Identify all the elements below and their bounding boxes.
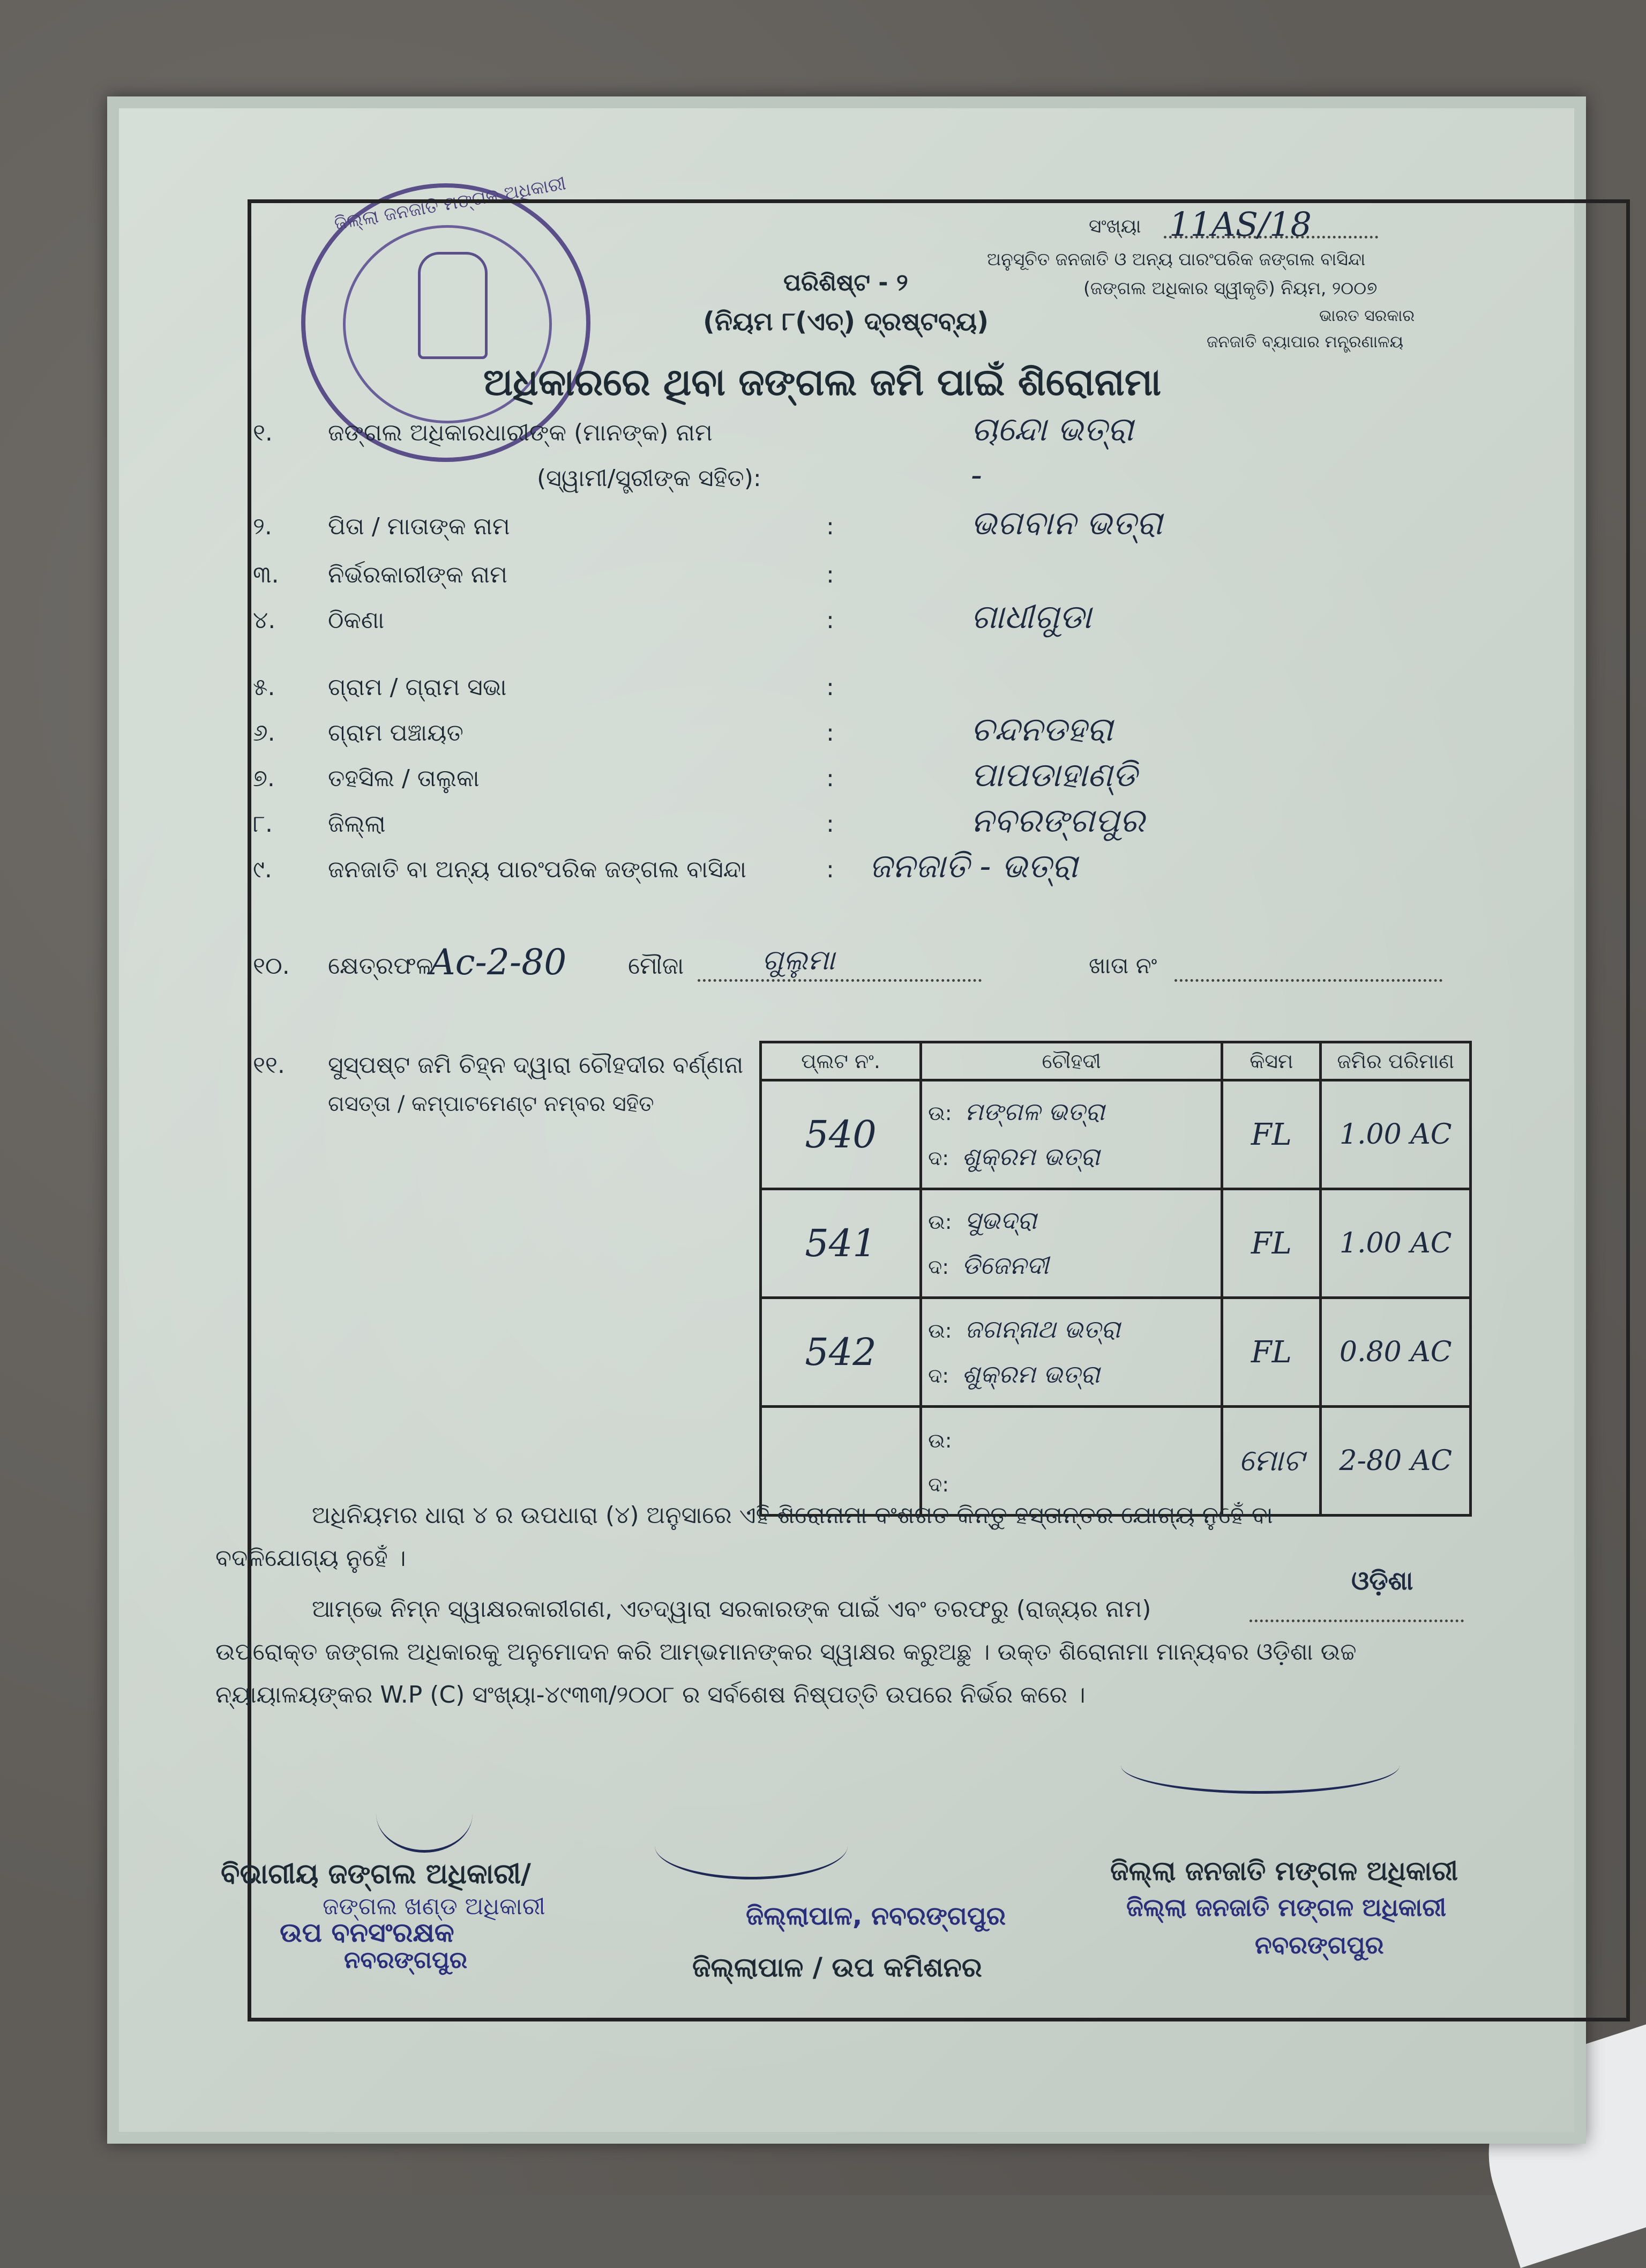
field-value: - — [971, 455, 982, 494]
north-prefix: ଉ: — [928, 1319, 952, 1342]
niyam-heading: (ନିୟମ ୮(ଏଚ୍) ଦ୍ରଷ୍ଟବ୍ୟ) — [703, 307, 989, 337]
field-value: ପାପଡାହାଣ୍ଡି — [971, 755, 1138, 794]
field-colon: : — [826, 607, 834, 634]
mouja-dotline — [698, 979, 982, 982]
south-prefix: ଦ: — [928, 1364, 949, 1387]
table-row — [761, 1407, 1471, 1516]
south-boundary — [923, 1135, 1220, 1180]
north-prefix: ଉ: — [928, 1101, 952, 1125]
south-prefix: ଦ: — [928, 1146, 949, 1170]
north-boundary-value: ସୁଭଦ୍ରା — [964, 1206, 1037, 1235]
field-value: ଚନ୍ଦନଡହରା — [971, 710, 1113, 749]
field-colon: : — [826, 513, 834, 540]
field-label: ଜଙ୍ଗଲ ଅଧିକାରଧାରୀଙ୍କ (ମାନଙ୍କ) ନାମ — [328, 419, 713, 446]
center-stamp: ଜିଲ୍ଲାପାଳ, ନବରଙ୍ଗପୁର — [746, 1901, 1006, 1931]
north-prefix: ଉ: — [928, 1429, 952, 1452]
field-number: ୫. — [253, 674, 275, 701]
boundary-table — [759, 1041, 1472, 1517]
table-row — [761, 1189, 1471, 1298]
header-right-line2: (ଜଙ୍ଗଲ ଅଧିକାର ସ୍ୱୀକୃତି) ନିୟମ, ୨୦୦୭ — [1083, 278, 1378, 299]
khata-dotline — [1174, 979, 1442, 982]
field-label: ତହସିଲ / ତାଲୁକା — [328, 765, 480, 792]
field-value: ଚାନ୍ଦୋ ଭତ୍ରା — [971, 409, 1134, 449]
center-signatory-title: ଜିଲ୍ଲାପାଳ / ଉପ କମିଶନର — [692, 1952, 982, 1983]
field-number: ୯. — [253, 856, 272, 883]
south-prefix: ଦ: — [928, 1255, 949, 1279]
field-colon: : — [826, 719, 834, 747]
boundary-cell — [921, 1298, 1222, 1407]
state-name-value: ଓଡ଼ିଶା — [1351, 1566, 1413, 1596]
kisam-cell: FL — [1222, 1298, 1321, 1407]
field-colon: : — [826, 810, 834, 838]
para1-line1: ଅଧିନିୟମର ଧାରା ୪ ର ଉପଧାରା (୪) ଅନୁସାରେ ଏହି ଶିରୋନାମା ବଂଶଗତ କିନ୍ତୁ ହସ୍ତାନ୍ତର ଯୋଗ୍ୟ ନୁହେଁ ବା — [312, 1502, 1273, 1529]
plot-number-cell: 542 — [761, 1298, 921, 1407]
field-value: ଜନଜାତି - ଭତ୍ରା — [869, 846, 1078, 885]
field-colon: : — [826, 674, 834, 701]
boundary-cell — [921, 1080, 1222, 1189]
header-area: ଜମିର ପରିମାଣ — [1321, 1042, 1471, 1080]
boundary-cell — [921, 1407, 1222, 1516]
left-signature — [376, 1775, 473, 1853]
north-boundary-value: ଜଗନ୍ନାଥ ଭତ୍ରା — [964, 1315, 1120, 1344]
field11-number: ୧୧. — [253, 1051, 285, 1079]
field10-value: Ac-2-80 — [430, 942, 567, 983]
north-boundary — [923, 1417, 1220, 1461]
kisam-cell: FL — [1222, 1080, 1321, 1189]
field-number: ୮. — [253, 810, 273, 838]
right-signature — [1121, 1737, 1400, 1794]
field-number: ୬. — [253, 719, 275, 747]
north-prefix: ଉ: — [928, 1210, 952, 1234]
header-right-line3: ଭାରତ ସରକାର — [1319, 307, 1415, 325]
field-number: ୪. — [253, 607, 276, 634]
plot-number-cell: 540 — [761, 1080, 921, 1189]
sankhya-label: ସଂଖ୍ୟା — [1089, 215, 1141, 237]
header-plot-no: ପ୍ଲଟ ନଂ. — [761, 1042, 921, 1080]
north-boundary — [923, 1090, 1220, 1135]
south-boundary-value: ଶୁକ୍ରମ ଭତ୍ରା — [962, 1360, 1100, 1389]
field-label: ନିର୍ଭରକାରୀଙ୍କ ନାମ — [328, 561, 508, 588]
field-value: ନବରଙ୍ଗପୁର — [971, 801, 1145, 840]
plot-number-cell — [761, 1407, 921, 1516]
field-colon: : — [826, 561, 834, 588]
field10-label: କ୍ଷେତ୍ରଫଳ — [328, 952, 433, 980]
north-boundary — [923, 1307, 1220, 1352]
south-boundary — [923, 1461, 1220, 1505]
left-stamp-line3: ନବରଙ୍ଗପୁର — [344, 1946, 468, 1974]
field11-line2: ଗସତ୍ତା / କମ୍ପାଟମେଣ୍ଟ ନମ୍ବର ସହିତ — [328, 1092, 654, 1116]
south-boundary — [923, 1352, 1220, 1397]
field-label: ଗ୍ରାମ ପଞ୍ଚାୟତ — [328, 719, 463, 747]
center-signature — [655, 1812, 848, 1879]
header-right-line1: ଅନୁସୂଚିତ ଜନଜାତି ଓ ଅନ୍ୟ ପାରଂପରିକ ଜଙ୍ଗଲ ବାସିନ୍ଦା — [987, 249, 1366, 270]
certificate-sheet — [107, 96, 1586, 2144]
para2-line3: ନ୍ୟାୟାଳୟଙ୍କର W.P (C) ସଂଖ୍ୟା-୪୯୩୩/୨୦୦୮ ର ସର୍ବଶେଷ ନିଷ୍ପତ୍ତି ଉପରେ ନିର୍ଭର କରେ । — [215, 1681, 1086, 1709]
field-label: ଠିକଣା — [328, 607, 385, 634]
seal-text: ଜିଲ୍ଲା ଜନଜାତି ମଙ୍ଗଳ ଅଧିକାରୀ — [332, 173, 568, 235]
field-label: (ସ୍ୱାମୀ/ସ୍ତ୍ରୀଙ୍କ ସହିତ): — [537, 465, 761, 492]
plot-number-cell: 541 — [761, 1189, 921, 1298]
field-value: ଗାଧୀଗୁଡା — [971, 597, 1091, 636]
field-label: ଜିଲ୍ଲା — [328, 810, 386, 838]
header-kisam: କିସମ — [1222, 1042, 1321, 1080]
mouja-label: ମୌଜା — [628, 952, 684, 980]
header-chouhadi: ଚୌହଦୀ — [921, 1042, 1222, 1080]
khata-label: ଖାତା ନଂ — [1089, 952, 1157, 979]
left-stamp-line2: ଉପ ବନସଂରକ୍ଷକ — [280, 1917, 454, 1948]
sankhya-dotline — [1164, 236, 1378, 238]
area-cell: 0.80 AC — [1321, 1298, 1471, 1407]
left-signatory-title: ବିଭାଗୀୟ ଜଙ୍ଗଲ ଅଧିକାରୀ/ — [221, 1858, 532, 1890]
parishista-heading: ପରିଶିଷ୍ଟ - ୨ — [783, 269, 908, 296]
table-row — [761, 1080, 1471, 1189]
state-dotline — [1250, 1620, 1464, 1622]
right-stamp-line1: ଜିଲ୍ଲା ଜନଜାତି ମଙ୍ଗଳ ଅଧିକାରୀ — [1126, 1893, 1447, 1922]
area-cell: 1.00 AC — [1321, 1189, 1471, 1298]
south-boundary-value: ଶୁକ୍ରମ ଭତ୍ରା — [962, 1142, 1100, 1171]
field-label: ପିତା / ମାତାଙ୍କ ନାମ — [328, 513, 510, 540]
document-title: ଅଧିକାରରେ ଥିବା ଜଙ୍ଗଲ ଜମି ପାଇଁ ଶିରୋନାମା — [483, 360, 1162, 404]
field-number: ୭. — [253, 765, 275, 792]
table-body — [761, 1080, 1471, 1516]
field-number: ୧. — [253, 419, 273, 446]
mouja-value: ଗୁଲୁମା — [762, 944, 835, 976]
field-colon: : — [826, 765, 834, 792]
right-stamp-line2: ନବରଙ୍ଗପୁର — [1255, 1930, 1384, 1959]
field-value: ଭଗବାନ ଭତ୍ରା — [971, 503, 1163, 542]
area-cell: 2-80 AC — [1321, 1407, 1471, 1516]
south-boundary-value: ଡିଜେନଦୀ — [962, 1251, 1049, 1280]
field-label: ଗ୍ରାମ / ଗ୍ରାମ ସଭା — [328, 674, 507, 701]
right-signatory-title: ଜିଲ୍ଲା ଜନଜାତି ମଙ୍ଗଳ ଅଧିକାରୀ — [1110, 1855, 1458, 1886]
para1-line2: ବଦଳିଯୋଗ୍ୟ ନୁହେଁ । — [215, 1545, 406, 1572]
field11-line1: ସୁସ୍ପଷ୍ଟ ଜମି ଚିହ୍ନ ଦ୍ୱାରା ଚୌହଦୀର ବର୍ଣ୍ଣନା — [328, 1051, 744, 1079]
table-row — [761, 1298, 1471, 1407]
kisam-cell: ମୋଟ — [1222, 1407, 1321, 1516]
field-label: ଜନଜାତି ବା ଅନ୍ୟ ପାରଂପରିକ ଜଙ୍ଗଲ ବାସିନ୍ଦା — [328, 856, 747, 883]
para2-line2: ଉପରୋକ୍ତ ଜଙ୍ଗଲ ଅଧିକାରକୁ ଅନୁମୋଦନ କରି ଆମ୍ଭମାନଙ୍କର ସ୍ୱାକ୍ଷର କରୁଅଛୁ । ଉକ୍ତ ଶିରୋନାମା ମାନ୍ୟବର ଓଡ଼ିଶା ଉଚ୍ଚ — [215, 1638, 1357, 1666]
field-number: ୩. — [253, 561, 279, 588]
area-cell: 1.00 AC — [1321, 1080, 1471, 1189]
kisam-cell: FL — [1222, 1189, 1321, 1298]
south-prefix: ଦ: — [928, 1473, 949, 1496]
field-number: ୨. — [253, 513, 272, 540]
field10-number: ୧୦. — [253, 952, 290, 980]
north-boundary — [923, 1198, 1220, 1243]
table-header-row — [761, 1042, 1471, 1080]
para2-line1: ଆମ୍ଭେ ନିମ୍ନ ସ୍ୱାକ୍ଷରକାରୀଗଣ, ଏତଦ୍ୱାରା ସରକାରଙ୍କ ପାଇଁ ଏବଂ ତରଫରୁ (ରାଜ୍ୟର ନାମ) — [312, 1595, 1151, 1623]
south-boundary — [923, 1243, 1220, 1288]
field-colon: : — [826, 856, 834, 883]
left-stamp-line1: ଜଙ୍ଗଲ ଖଣ୍ଡ ଅଧିକାରୀ — [323, 1893, 545, 1920]
header-right-line4: ଜନଜାତି ବ୍ୟାପାର ମନ୍ତ୍ରଣାଳୟ — [1207, 332, 1404, 352]
boundary-cell — [921, 1189, 1222, 1298]
sankhya-value: 11AS/18 — [1169, 205, 1312, 244]
north-boundary-value: ମଙ୍ଗଳ ଭତ୍ରା — [964, 1097, 1105, 1126]
